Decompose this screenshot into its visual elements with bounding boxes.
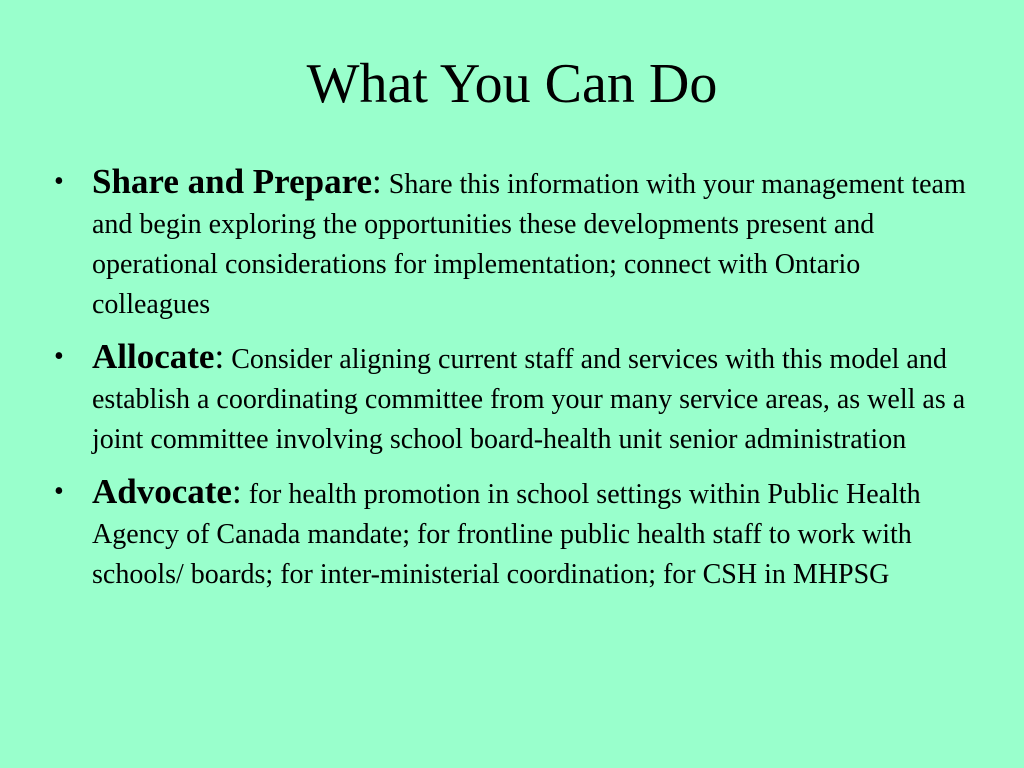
slide-title: What You Can Do [306, 53, 718, 115]
bullet-text: Consider aligning current staff and services with this model and establish a coordinating committee from your many service areas, as well as a joint committee involving school board-health unit senior administration [92, 344, 966, 455]
bullet-text: for health promotion in school settings within Public Health Agency of Canada mandate; for frontline public health staff to work with schools/ boards; for inter-ministerial coordination; for CSH in MHPSG [92, 479, 921, 590]
bullet-dot-icon: • [54, 476, 64, 507]
bullet-heading: Allocate [92, 337, 215, 376]
bullet-list [52, 162, 982, 607]
bullet-heading: Advocate [92, 472, 232, 511]
bullet-heading: Share and Prepare [92, 162, 373, 201]
bullet-dot-icon: • [54, 341, 64, 372]
bullet-separator: : [214, 337, 225, 376]
bullet-separator: : [231, 472, 242, 511]
bullet-item-allocate [52, 337, 982, 460]
bullet-text: Share this information with your management team and begin exploring the opportunities these developments present and operational considerations for implementation; connect with Ontario colleagues [92, 169, 966, 320]
bullet-dot-icon: • [54, 166, 64, 197]
bullet-item-share-and-prepare [52, 162, 982, 325]
bullet-separator: : [372, 162, 382, 201]
bullet-item-advocate [52, 472, 982, 595]
